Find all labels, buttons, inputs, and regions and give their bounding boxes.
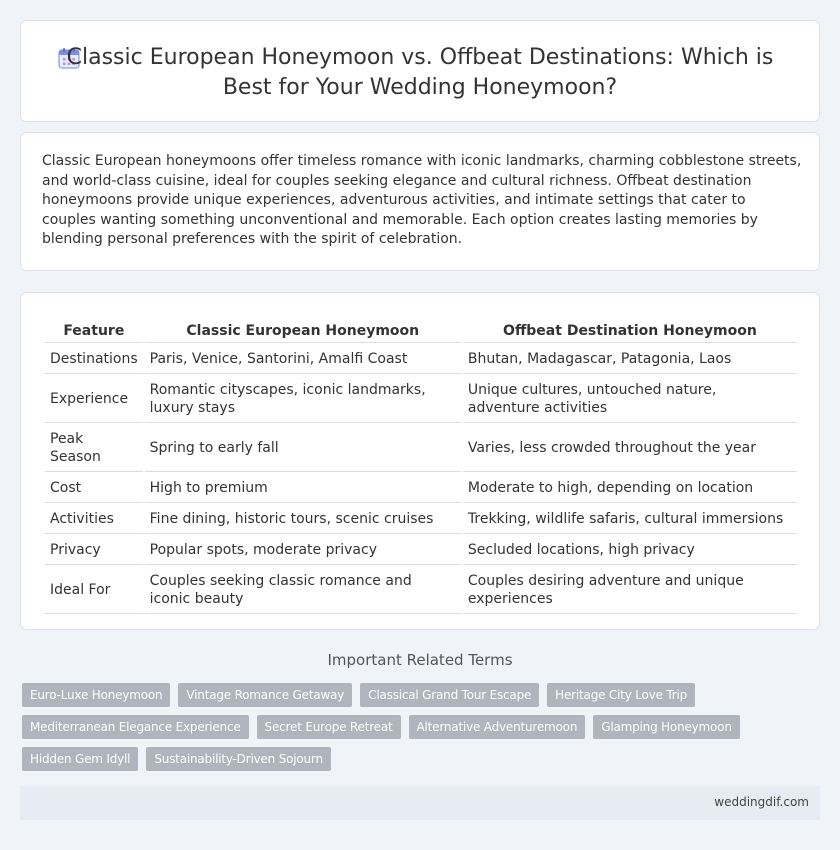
feature-cell: Ideal For <box>45 567 143 614</box>
title-card <box>20 20 820 122</box>
related-term-tag[interactable]: Secret Europe Retreat <box>257 715 401 739</box>
table-row <box>45 345 797 374</box>
feature-cell: Destinations <box>45 345 143 374</box>
related-term-tag[interactable]: Euro-Luxe Honeymoon <box>22 683 170 707</box>
offbeat-cell: Varies, less crowded throughout the year <box>463 425 797 472</box>
related-term-tag[interactable]: Hidden Gem Idyll <box>22 747 138 771</box>
classic-cell: Romantic cityscapes, iconic landmarks, luxury stays <box>145 376 461 423</box>
offbeat-cell: Trekking, wildlife safaris, cultural immersions <box>463 505 797 534</box>
comparison-table <box>43 315 799 616</box>
table-row <box>45 376 797 423</box>
column-header-offbeat: Offbeat Destination Honeymoon <box>463 317 797 343</box>
related-term-tag[interactable]: Vintage Romance Getaway <box>178 683 352 707</box>
related-term-tag[interactable]: Glamping Honeymoon <box>593 715 740 739</box>
comparison-table-card <box>20 292 820 630</box>
table-row <box>45 425 797 472</box>
feature-cell: Cost <box>45 474 143 503</box>
table-header-row <box>45 317 797 343</box>
feature-cell: Privacy <box>45 536 143 565</box>
related-term-tag[interactable]: Alternative Adventuremoon <box>409 715 586 739</box>
classic-cell: Paris, Venice, Santorini, Amalfi Coast <box>145 345 461 374</box>
related-terms-title: Important Related Terms <box>327 651 513 669</box>
footer <box>20 786 820 820</box>
related-term-tag[interactable]: Heritage City Love Trip <box>547 683 695 707</box>
feature-cell: Experience <box>45 376 143 423</box>
offbeat-cell: Secluded locations, high privacy <box>463 536 797 565</box>
footer-site-link[interactable]: weddingdif.com <box>714 795 809 809</box>
offbeat-cell: Unique cultures, untouched nature, adventure activities <box>463 376 797 423</box>
table-row <box>45 474 797 503</box>
classic-cell: Fine dining, historic tours, scenic cruises <box>145 505 461 534</box>
offbeat-cell: Moderate to high, depending on location <box>463 474 797 503</box>
related-terms-list <box>22 683 802 771</box>
offbeat-cell: Bhutan, Madagascar, Patagonia, Laos <box>463 345 797 374</box>
offbeat-cell: Couples desiring adventure and unique experiences <box>463 567 797 614</box>
summary-card <box>20 132 820 271</box>
related-term-tag[interactable]: Classical Grand Tour Escape <box>360 683 539 707</box>
classic-cell: Spring to early fall <box>145 425 461 472</box>
related-term-tag[interactable]: Mediterranean Elegance Experience <box>22 715 249 739</box>
classic-cell: Couples seeking classic romance and iconic beauty <box>145 567 461 614</box>
feature-cell: Peak Season <box>45 425 143 472</box>
page-title-wrap <box>21 43 819 103</box>
page-title: Classic European Honeymoon vs. Offbeat Destinations: Which is Best for Your Wedding Honeymoon? <box>66 45 774 100</box>
table-row <box>45 536 797 565</box>
feature-cell: Activities <box>45 505 143 534</box>
classic-cell: High to premium <box>145 474 461 503</box>
related-term-tag[interactable]: Sustainability-Driven Sojourn <box>146 747 331 771</box>
column-header-feature: Feature <box>45 317 143 343</box>
column-header-classic: Classic European Honeymoon <box>145 317 461 343</box>
summary-text: Classic European honeymoons offer timeless romance with iconic landmarks, charming cobblestone streets, and world-class cuisine, ideal for couples seeking elegance and cultural richness. Offbeat destination honeymoons provide unique experiences, adventurous activities, and intimate settings that cater to couples wanting something unconventional and memorable. Each option creates lasting memories by blending personal preferences with the spirit of celebration. <box>42 153 802 248</box>
classic-cell: Popular spots, moderate privacy <box>145 536 461 565</box>
table-row <box>45 505 797 534</box>
table-row <box>45 567 797 614</box>
